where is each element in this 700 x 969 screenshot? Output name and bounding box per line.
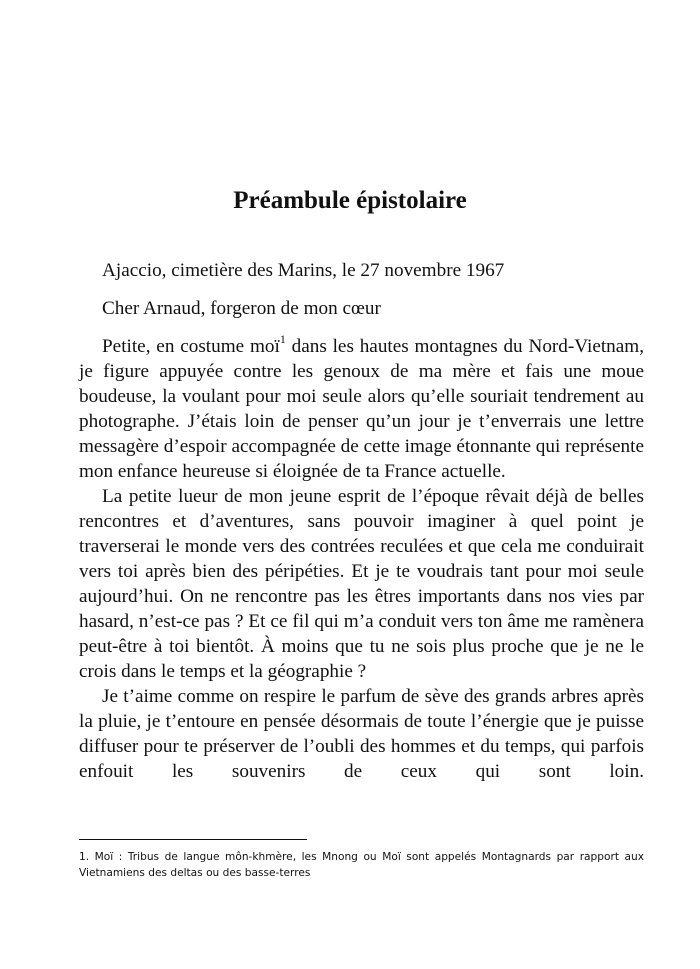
paragraph-1-start: Petite, en costume moï — [102, 336, 280, 357]
chapter-title: Préambule épistolaire — [233, 187, 467, 214]
footnote-reference: 1 — [279, 331, 286, 346]
date-line-text: Ajaccio, cimetière des Marins, le 27 novembre 1967 — [102, 260, 505, 281]
paragraph-1 — [79, 331, 644, 484]
footnote: 1. Moï : Tribus de langue môn-khmère, les Mnong ou Moï sont appelés Montagnards par rapport aux Vietnamiens des deltas ou des basse-terres — [79, 851, 644, 879]
salutation-text: Cher Arnaud, forgeron de mon cœur — [102, 298, 381, 319]
letter-date-line — [79, 258, 644, 283]
letter-body — [79, 331, 644, 784]
footnote-divider — [79, 839, 307, 840]
paragraph-3: Je t’aime comme on respire le parfum de sève des grands arbres après la pluie, je t’entoure en pensée désormais de toute l’énergie que je puisse diffuser pour te préserver de l’oubli des hommes et du temps, qui parfois enfouit les souvenirs de ceux qui sont loin. — [79, 686, 644, 782]
paragraph-2: La petite lueur de mon jeune esprit de l’époque rêvait déjà de belles rencontres et d’aventures, sans pouvoir imaginer à quel point je traverserai le monde vers des contrées reculées et que cela me conduirait vers toi après bien des péripéties. Et je te voudrais tant pour moi seule aujourd’hui. On ne rencontre pas les êtres importants dans nos vies par hasard, n’est-ce pas ? Et ce fil qui m’a conduit vers ton âme me ramènera peut-être à toi bientôt. À moins que tu ne sois plus proche que je ne le crois dans le temps et la géographie ? — [79, 486, 644, 682]
letter-salutation — [79, 296, 644, 321]
paragraph-1-rest: dans les hautes montagnes du Nord-Vietnam, je figure appuyée contre les genoux de ma mère et fais une moue boudeuse, la voulant pour moi seule alors qu’elle souriait tendrement au photographe. J’étais loin de penser qu’un jour je t’enverrais une lettre messagère d’espoir accompagnée de cette image étonnante qui représente mon enfance heureuse si éloignée de ta France actuelle. — [79, 336, 644, 482]
